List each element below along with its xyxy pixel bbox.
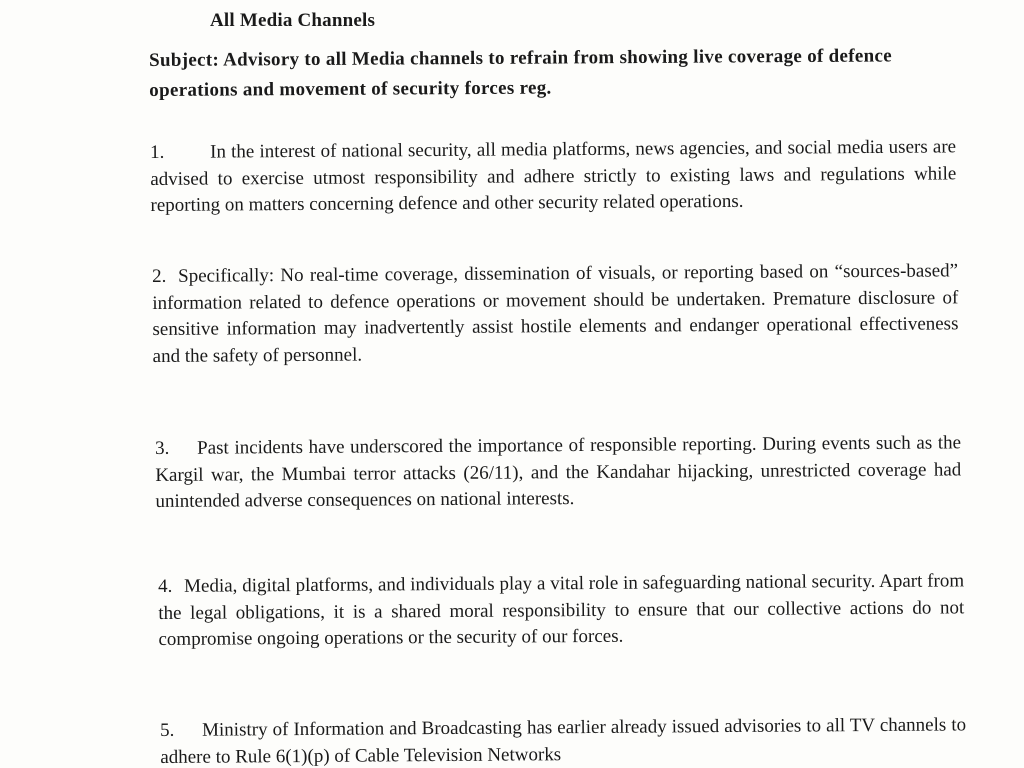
paragraph-number: 3. <box>155 437 170 459</box>
subject-line: Subject: Advisory to all Media channels to refrain from showing live coverage of defence operations and movement of security forces reg. <box>149 45 892 101</box>
paragraph-number: 4. <box>158 575 173 597</box>
paragraph-text: In the interest of national security, all media platforms, news agencies, and social media users are advised to exercise utmost responsibility and adhere strictly to existing laws and regulations while reporting on matters concerning defence and other security related operations. <box>150 136 957 216</box>
paragraph-text: Specifically: No real-time coverage, dissemination of visuals, or reporting based on “sources-based” information related to defence operations or movement should be undertaken. Premature disclosure of sensitive information may inadvertently assist hostile elements and endanger operational effectiveness and the safety of personnel. <box>152 260 959 367</box>
paragraph-5 <box>160 712 966 768</box>
paragraph-text: Media, digital platforms, and individuals play a vital role in safeguarding national security. Apart from the legal obligations, it is a shared moral responsibility to ensure that our collective actions do not compromise ongoing operations or the security of our forces. <box>158 570 965 650</box>
paragraph-number: 5. <box>160 719 175 741</box>
addressee-line: All Media Channels <box>210 10 376 31</box>
paragraph-text: Ministry of Information and Broadcasting has earlier already issued advisories to all TV channels to adhere to Rule 6(1)(p) of Cable Television Networks <box>160 714 967 768</box>
paragraph-3 <box>155 430 962 515</box>
paragraph-4 <box>158 568 965 653</box>
paragraph-2 <box>152 258 959 370</box>
paragraph-number: 1. <box>150 141 165 163</box>
paragraph-text: Past incidents have underscored the importance of responsible reporting. During events such as the Kargil war, the Mumbai terror attacks (26/11), and the Kandahar hijacking, unrestricted coverage had unintended adverse consequences on national interests. <box>155 432 962 512</box>
paragraph-1 <box>150 134 957 219</box>
paragraph-number: 2. <box>152 265 167 287</box>
